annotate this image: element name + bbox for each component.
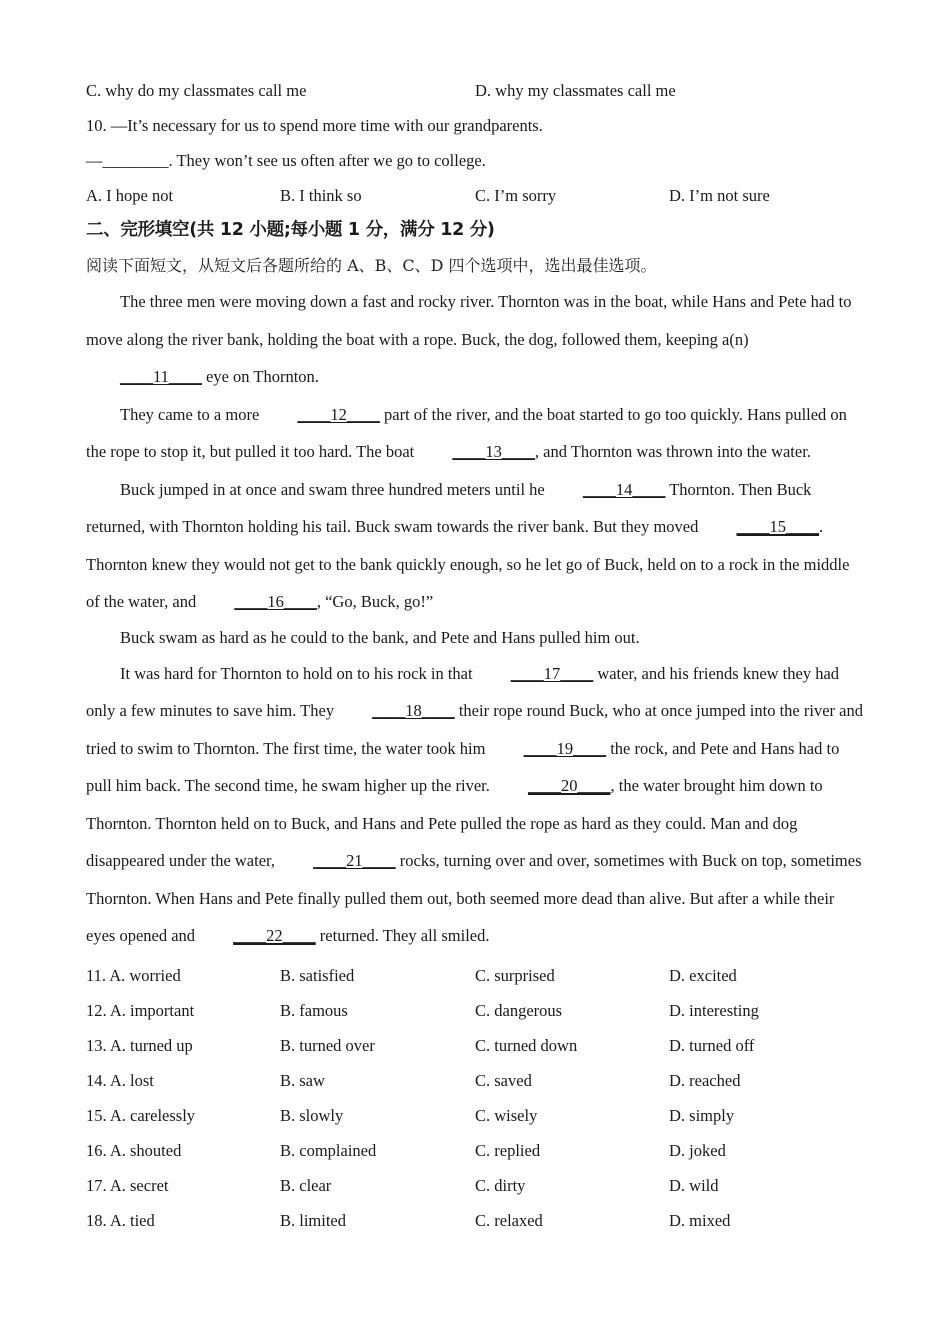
question-row: [86, 993, 866, 1028]
option-a: 11. A. worried: [86, 965, 181, 985]
blank-21: ____21____: [313, 851, 396, 870]
passage-paragraph-2: [86, 396, 866, 471]
blank-17: ____17____: [510, 663, 594, 683]
option-d: D. joked: [669, 1140, 726, 1160]
option-a: 15. A. carelessly: [86, 1105, 196, 1125]
option-c: C. dirty: [475, 1175, 526, 1195]
passage-paragraph-1: [86, 283, 866, 396]
option-d: D. wild: [669, 1175, 719, 1195]
blank-15: ____15____: [736, 517, 820, 536]
question-options-list: [86, 958, 866, 1238]
passage-text: , “Go, Buck, go!”: [316, 592, 434, 611]
question-row: [86, 1133, 866, 1168]
blank-22: ____22____: [233, 926, 316, 945]
option-b: B. saw: [280, 1070, 325, 1090]
passage-paragraph-3: [86, 471, 866, 621]
option-c: C. replied: [475, 1140, 541, 1160]
option-d: D. turned off: [669, 1035, 755, 1055]
blank-12: ____12____: [297, 404, 380, 424]
blank-11: ____11____: [120, 367, 202, 386]
q10-stem: 10. —It’s necessary for us to spend more time with our grandparents.: [86, 116, 543, 135]
question-row: [86, 1168, 866, 1203]
section-instruction: 阅读下面短文，从短文后各题所给的 A、B、C、D 四个选项中，选出最佳选项。: [86, 256, 657, 275]
q10-options-row: [86, 178, 866, 213]
q10-option-b: B. I think so: [280, 186, 362, 205]
passage-paragraph-4: Buck swam as hard as he could to the bank, and Pete and Hans pulled him out.: [120, 627, 640, 647]
blank-16: ____16____: [234, 592, 317, 611]
blank-18: ____18____: [372, 701, 455, 720]
option-a: 16. A. shouted: [86, 1140, 182, 1160]
option-a: 12. A. important: [86, 1000, 195, 1020]
option-a: 13. A. turned up: [86, 1035, 193, 1055]
blank-13: ____13____: [452, 442, 535, 461]
section-heading: 二、完形填空(共 12 小题;每小题 1 分，满分 12 分): [86, 220, 495, 240]
option-c: C. wisely: [475, 1105, 538, 1125]
passage-text: They came to a more: [120, 404, 264, 424]
question-row: [86, 958, 866, 993]
option-b: B. slowly: [280, 1105, 344, 1125]
option-d: D. excited: [669, 965, 737, 985]
option-c: C. dangerous: [475, 1000, 563, 1020]
question-row: [86, 1098, 866, 1133]
question-row: [86, 1028, 866, 1063]
q10-option-a: A. I hope not: [86, 186, 174, 205]
option-a: 18. A. tied: [86, 1210, 155, 1230]
blank-19: ____19____: [523, 738, 607, 758]
q10-option-c: C. I’m sorry: [475, 186, 557, 205]
option-c: C. turned down: [475, 1035, 578, 1055]
passage-paragraph-5: [86, 655, 866, 955]
question-row: [86, 1063, 866, 1098]
q9-option-d: D. why my classmates call me: [475, 81, 676, 100]
option-a: 14. A. lost: [86, 1070, 154, 1090]
passage-text: their rope round Buck, who at once jumped into the river and tried to swim to Thornton. The first time, the water took him: [86, 701, 863, 758]
option-a: 17. A. secret: [86, 1175, 169, 1195]
passage-text: eye on Thornton.: [201, 367, 319, 386]
option-d: D. reached: [669, 1070, 741, 1090]
option-b: B. famous: [280, 1000, 348, 1020]
passage-text: . Thornton knew they would not get to the bank quickly enough, so he let go of Buck, held on to a rock in the middle of the water, and: [86, 517, 850, 611]
passage-text: rocks, turning over and over, sometimes with Buck on top, sometimes Thornton. When Hans and Pete finally pulled them out, both seemed more dead than alive. But after a while their eyes opened and: [86, 851, 862, 945]
passage-text: water, and his friends knew they had only a few minutes to save him. They: [86, 663, 840, 720]
blank-20: ____20____: [527, 776, 611, 795]
passage-text: Buck jumped in at once and swam three hundred meters until he: [120, 479, 549, 499]
question-row: [86, 1203, 866, 1238]
option-c: C. relaxed: [475, 1210, 543, 1230]
q10-option-d: D. I’m not sure: [669, 186, 770, 205]
passage-text: , the water brought him down to Thornton. Thornton held on to Buck, and Hans and Pete pulled the rope as hard as they could. Man and dog disappeared under the water,: [86, 776, 823, 870]
q9-options-row: [86, 73, 866, 108]
option-b: B. satisfied: [280, 965, 355, 985]
passage-text: The three men were moving down a fast and rocky river. Thornton was in the boat, while Hans and Pete had to move along the river bank, holding the boat with a rope. Buck, the dog, followed them, keeping a(n): [86, 292, 852, 349]
passage-text: part of the river, and the boat started to go too quickly. Hans pulled on the rope to stop it, but pulled it too hard. The boat: [86, 404, 847, 461]
passage-text: Thornton. Then Buck returned, with Thornton holding his tail. Buck swam towards the river bank. But they moved: [86, 479, 812, 536]
option-b: B. clear: [280, 1175, 332, 1195]
option-b: B. turned over: [280, 1035, 375, 1055]
blank-14: ____14____: [582, 479, 666, 499]
option-d: D. interesting: [669, 1000, 759, 1020]
option-b: B. complained: [280, 1140, 377, 1160]
option-d: D. mixed: [669, 1210, 731, 1230]
exam-page: [86, 73, 866, 1238]
option-c: C. surprised: [475, 965, 555, 985]
q10-reply: —________. They won’t see us often after we go to college.: [86, 151, 486, 170]
passage-text: , and Thornton was thrown into the water.: [534, 442, 811, 461]
passage-text: the rock, and Pete and Hans had to pull him back. The second time, he swam higher up the river.: [86, 738, 840, 795]
option-d: D. simply: [669, 1105, 735, 1125]
option-b: B. limited: [280, 1210, 346, 1230]
option-c: C. saved: [475, 1070, 532, 1090]
q9-option-c: C. why do my classmates call me: [86, 81, 307, 100]
passage-text: returned. They all smiled.: [315, 926, 490, 945]
passage-text: It was hard for Thornton to hold on to his rock in that: [120, 663, 477, 683]
